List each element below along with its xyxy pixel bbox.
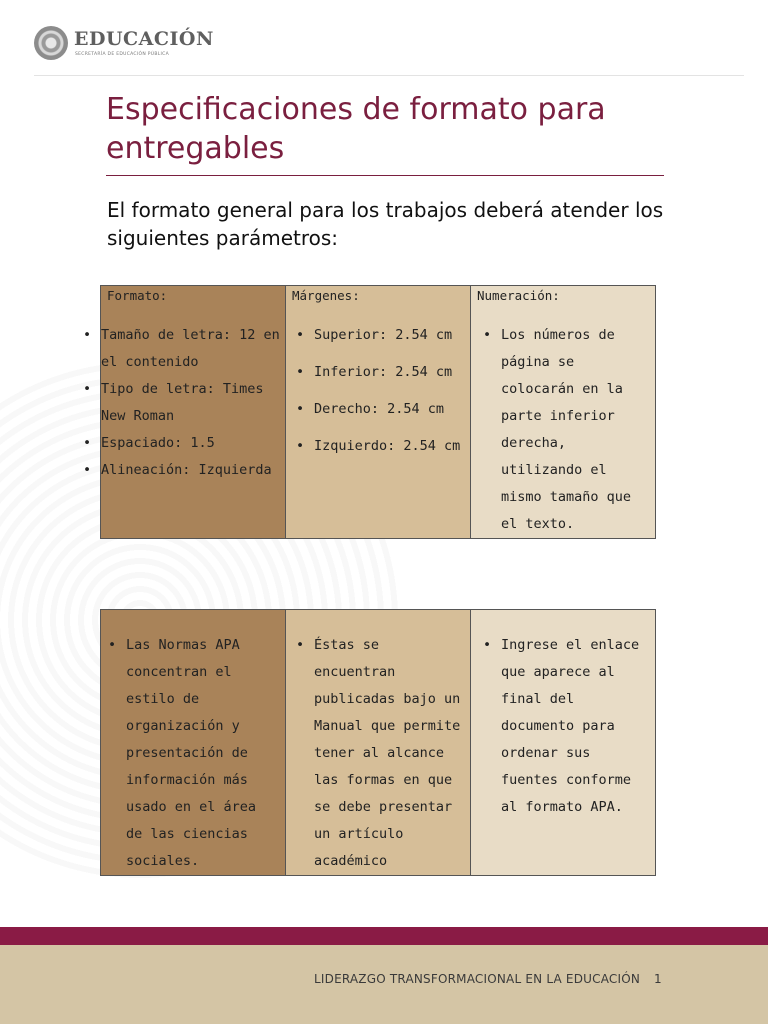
coat-of-arms-icon [34, 26, 68, 60]
format-heading: Formato: [107, 288, 168, 303]
header-divider [34, 75, 744, 76]
brand-subtitle: SECRETARÍA DE EDUCACIÓN PÚBLICA [75, 52, 169, 57]
margins-cell [286, 286, 471, 539]
list-item: • Alineación: Izquierda [101, 457, 285, 484]
apa-norms-cell [101, 610, 286, 876]
footer-band [0, 927, 768, 945]
title-underline [106, 175, 664, 176]
margins-heading: Márgenes: [292, 288, 360, 303]
numbering-cell [471, 286, 656, 539]
apa-manual-list [286, 632, 470, 875]
list-item: • Éstas se encuentran publicadas bajo un Manual que permite tener al alcance las formas en que se debe presentar un artículo académico [314, 632, 464, 875]
list-item: • Los números de página se colocarán en la parte inferior derecha, utilizando el mismo tamaño que el texto. [501, 322, 655, 538]
list-item: • Izquierdo: 2.54 cm [314, 433, 470, 460]
list-item: • Derecho: 2.54 cm [314, 396, 470, 423]
apa-norms-list [101, 632, 285, 875]
list-item: • Espaciado: 1.5 [101, 430, 285, 457]
list-item: • Superior: 2.54 cm [314, 322, 470, 349]
numbering-list [471, 322, 655, 538]
apa-info-table [100, 609, 656, 876]
list-item: • Las Normas APA concentran el estilo de organización y presentación de información más usado en el área de las ciencias sociales. [126, 632, 279, 875]
footer-course-title: LIDERAZGO TRANSFORMACIONAL EN LA EDUCACIÓN [314, 972, 641, 986]
list-item: • Tipo de letra: Times New Roman [101, 376, 285, 430]
apa-link-list [471, 632, 655, 821]
brand-name: EDUCACIÓN [74, 28, 214, 50]
page-number: 1 [654, 972, 662, 986]
format-list [101, 322, 285, 484]
numbering-heading: Numeración: [477, 288, 560, 303]
format-cell [101, 286, 286, 539]
format-specs-table [100, 285, 656, 539]
list-item: • Tamaño de letra: 12 en el contenido [101, 322, 285, 376]
page-title: Especificaciones de formato para entregables [106, 92, 606, 166]
apa-manual-cell [286, 610, 471, 876]
header-logo [34, 26, 214, 66]
margins-list [286, 322, 470, 460]
list-item: • Inferior: 2.54 cm [314, 359, 470, 386]
apa-link-cell [471, 610, 656, 876]
list-item: • Ingrese el enlace que aparece al final del documento para ordenar sus fuentes conforme al formato APA. [501, 632, 649, 821]
intro-paragraph: El formato general para los trabajos deberá atender los siguientes parámetros: [107, 198, 664, 250]
